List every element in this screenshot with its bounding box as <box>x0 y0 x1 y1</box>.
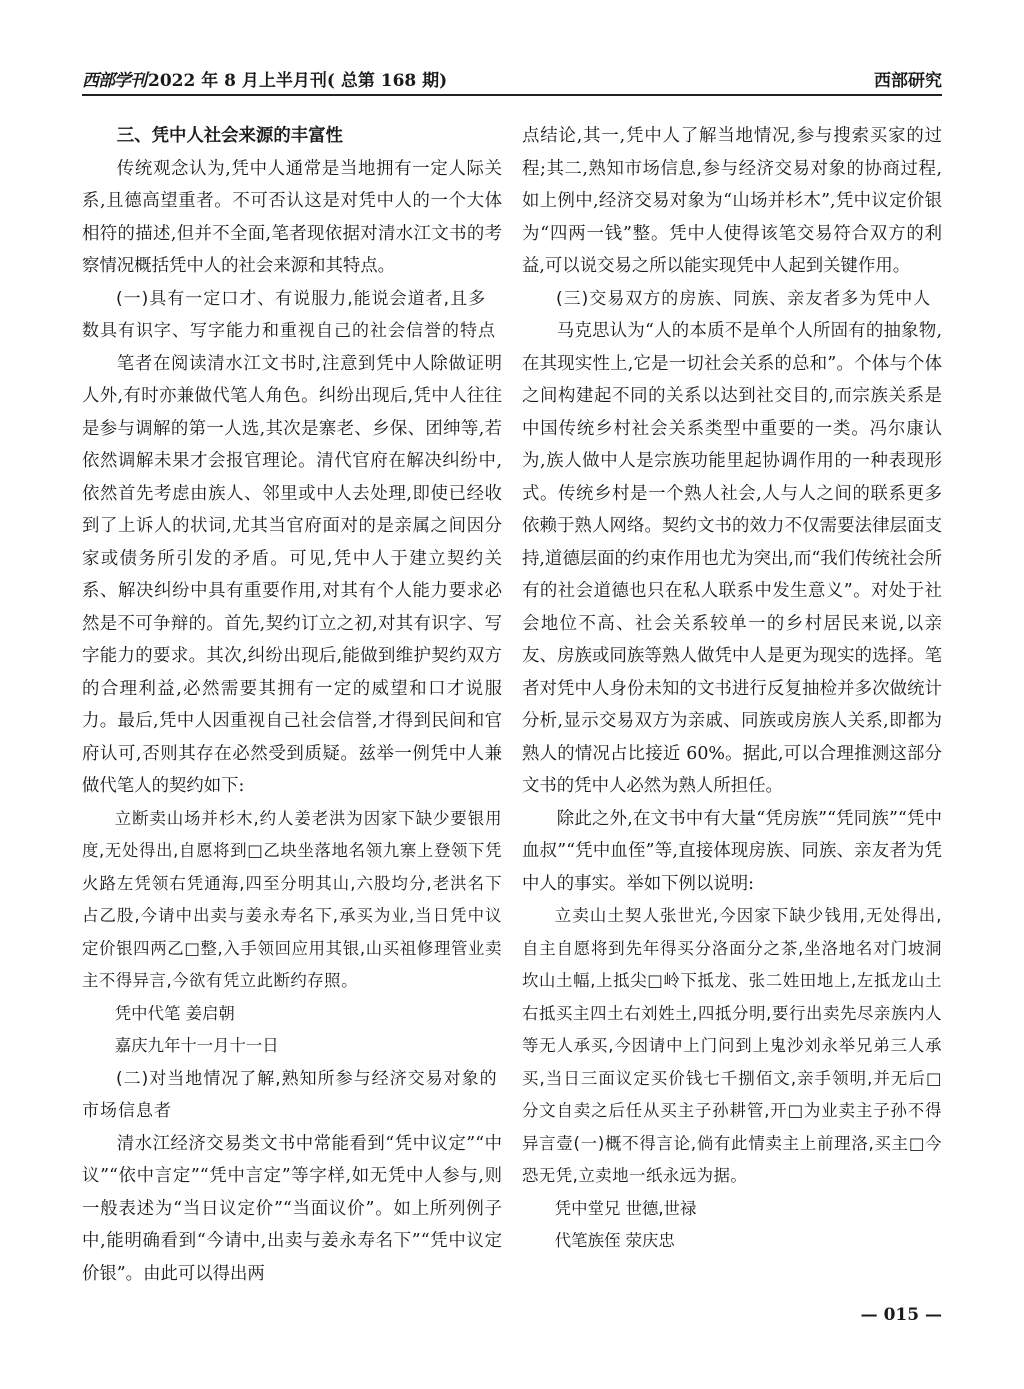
page-number: — 015 — <box>860 1305 942 1325</box>
section-heading: 三、凭中人社会来源的丰富性 <box>116 126 343 146</box>
contract-quote: 立卖山土契人张世光,今因家下缺少钱用,无处得出,自主自愿将到先年得买分洛面分之茶,坐洛地名对门坡洞坎山土幅,上抵尖□岭下抵龙、张二姓田地上,左抵龙山土右抵买主四土右刘姓土,四抵分明,要行出卖先尽亲族内人等无人承买,今因请中上门问到上鬼沙刘永举兄弟三人承买,当日三面议定买价钱七千捌佰文,亲手领明,并无后□分文自卖之后任从买主子孙耕管,开□为业卖主子孙不得异言壹(一)概不得言论,倘有此情卖主上前理洛,买主□今恐无凭,立卖地一纸永远为据。 <box>522 906 942 1185</box>
contract-date: 嘉庆九年十一月十一日 <box>114 1036 279 1055</box>
journal-logo: 西部学刊 <box>82 71 146 91</box>
paragraph: 清水江经济交易类文书中常能看到“凭中议定”“中议”“依中言定”“凭中言定”等字样,如无凭中人参与,则一般表述为“当日议定价”“当面议价”。如上所列例子中,能明确看到“今请中,出卖与姜永寿名下”“凭中议定价银”。由此可以得出两 <box>82 1133 502 1284</box>
paragraph: 马克思认为“人的本质不是单个人所固有的抽象物,在其现实性上,它是一切社会关系的总和”。个体与个体之间构建起不同的关系以达到社交目的,而宗族关系是中国传统乡村社会关系类型中重要的一类。冯尔康认为,族人做中人是宗族功能里起协调作用的一种表现形式。传统乡村是一个熟人社会,人与人之间的联系更多依赖于熟人网络。契约文书的效力不仅需要法律层面支持,道德层面的约束作用也尤为突出,而“我们传统社会所有的社会道德也只在私人联系中发生意义”。对处于社会地位不高、社会关系较单一的乡村居民来说,以亲友、房族或同族等熟人做凭中人是更为现实的选择。笔者对凭中人身份未知的文书进行反复抽检并多次做统计分析,显示交易双方为亲戚、同族或房族人关系,即都为熟人的情况占比接近 60%。据此,可以合理推测这部分文书的凭中人必然为熟人所担任。 <box>522 321 942 796</box>
paragraph-continued: 点结论,其一,凭中人了解当地情况,参与搜索买家的过程;其二,熟知市场信息,参与经济交易对象的协商过程,如上例中,经济交易对象为“山场并杉木”,凭中议定价银为“四两一钱”整。凭中人使得该笔交易符合双方的利益,可以说交易之所以能实现凭中人起到关键作用。 <box>522 126 942 276</box>
paragraph: 除此之外,在文书中有大量“凭房族”“凭同族”“凭中血叔”“凭中血侄”等,直接体现房族、同族、亲友者为凭中人的事实。举如下例以说明: <box>522 808 942 894</box>
subheading: (一)具有一定口才、有说服力,能说会道者,且多数具有识字、写字能力和重视自己的社会信誉的特点 <box>82 288 496 341</box>
left-column <box>82 120 502 1290</box>
running-header <box>82 64 942 96</box>
subheading: (三)交易双方的房族、同族、亲友者多为凭中人 <box>556 288 932 309</box>
contract-scribe: 代笔族侄 荥庆忠 <box>554 1231 675 1250</box>
issue-info: 2022 年 8 月上半月刊( 总第 168 期) <box>148 71 448 91</box>
contract-quote: 立断卖山场并杉木,约人姜老洪为因家下缺少要银用度,无处得出,自愿将到□乙块坐落地名领九寨上登领下凭火路左凭领右凭通海,四至分明其山,六股均分,老洪名下占乙股,今请中出卖与姜永寿名下,承买为业,当日凭中议定价银四两乙□整,入手领回应用其银,山买祖修理管业卖主不得异言,今欲有凭立此断约存照。 <box>82 808 502 990</box>
right-column <box>522 120 942 1258</box>
header-journal-issue <box>82 66 447 91</box>
subheading: (二)对当地情况了解,熟知所参与经济交易对象的市场信息者 <box>82 1068 498 1121</box>
contract-witness: 凭中堂兄 世德,世禄 <box>554 1198 697 1218</box>
contract-signature: 凭中代笔 姜启朝 <box>114 1003 235 1023</box>
section-title: 西部研究 <box>874 71 942 91</box>
paragraph: 传统观念认为,凭中人通常是当地拥有一定人际关系,且德高望重者。不可否认这是对凭中人的一个大体相符的描述,但并不全面,笔者现依据对清水江文书的考察情况概括凭中人的社会来源和其特点。 <box>82 158 502 276</box>
paragraph: 笔者在阅读清水江文书时,注意到凭中人除做证明人外,有时亦兼做代笔人角色。纠纷出现后,凭中人往往是参与调解的第一人选,其次是寨老、乡保、团绅等,若依然调解未果才会报官理论。清代官府在解决纠纷中,依然首先考虑由族人、邻里或中人去处理,即使已经收到了上诉人的状词,尤其当官府面对的是亲属之间因分家或债务所引发的矛盾。可见,凭中人于建立契约关系、解决纠纷中具有重要作用,对其有个人能力要求必然是不可争辩的。首先,契约订立之初,对其有识字、写字能力的要求。其次,纠纷出现后,能做到维护契约双方的合理利益,必然需要其拥有一定的威望和口才说服力。最后,凭中人因重视自己社会信誉,才得到民间和官府认可,否则其存在必然受到质疑。兹举一例凭中人兼做代笔人的契约如下: <box>82 353 502 796</box>
